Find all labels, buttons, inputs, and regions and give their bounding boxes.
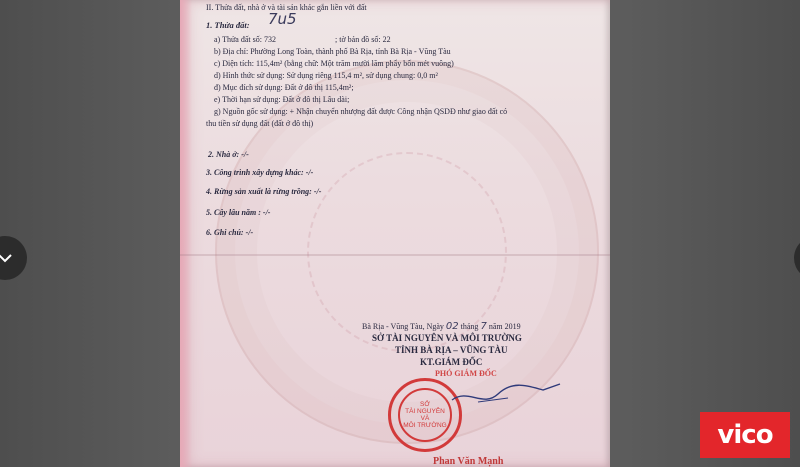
issuing-department: SỞ TÀI NGUYÊN VÀ MÔI TRƯỜNG <box>372 333 522 343</box>
land-origin-cont: thu tiền sử dụng đất (đất ở đô thị) <box>206 119 314 128</box>
land-origin: g) Nguồn gốc sử dụng: + Nhận chuyển nhượng đất được Công nhận QSDĐ như giao đất có <box>214 107 508 116</box>
item-value: -/- <box>245 228 254 237</box>
item-value: -/- <box>241 150 249 159</box>
date-prefix: Bà Rịa - Vũng Tàu, Ngày <box>362 322 444 331</box>
previous-image-button[interactable] <box>0 236 27 280</box>
issue-date <box>362 321 521 332</box>
item-label: 3. Công trình xây dựng khác: <box>206 168 304 177</box>
item-notes <box>206 228 253 237</box>
land-address: b) Địa chỉ: Phường Long Toàn, thành phố Bà Rịa, tỉnh Bà Rịa - Vũng Tàu <box>214 47 451 56</box>
land-area: c) Diện tích: 115,4m² (bằng chữ: Một trăm mười lăm phẩy bốn mét vuông) <box>214 59 454 68</box>
item-value: -/- <box>305 168 314 177</box>
item-house <box>208 150 249 159</box>
handwritten-note: 7u5 <box>268 10 297 28</box>
land-certificate-page <box>180 0 610 467</box>
signer-name: Phan Văn Mạnh <box>433 456 504 467</box>
date-month-word: tháng <box>460 322 479 331</box>
logo-text: vico <box>717 420 773 450</box>
date-day: 02 <box>445 321 459 332</box>
signer-role: KT.GIÁM ĐỐC <box>420 357 483 367</box>
item-label: 5. Cây lâu năm : <box>206 208 261 217</box>
item-value: -/- <box>313 187 322 196</box>
land-usage-form: d) Hình thức sử dụng: Sử dụng riêng 115,4 m², sử dụng chung: 0,0 m² <box>214 71 438 80</box>
issuing-province: TỈNH BÀ RỊA – VŨNG TÀU <box>395 345 508 355</box>
item-value: -/- <box>262 208 271 217</box>
item-perennial-trees <box>206 208 270 217</box>
item-label: 6. Ghi chú: <box>206 228 244 237</box>
land-parcel-number: a) Thửa đất số: 732 <box>214 35 276 44</box>
seal-inner: SỞ TÀI NGUYÊN VÀ MÔI TRƯỜNG <box>398 388 452 442</box>
date-year: năm 2019 <box>488 322 521 331</box>
page-fold <box>180 254 610 256</box>
signature-mark <box>448 378 568 418</box>
land-term: e) Thời hạn sử dụng: Đất ở đô thị Lâu dài; <box>214 95 350 104</box>
vico-logo <box>700 412 790 458</box>
item-other-construction <box>206 168 313 177</box>
signer-title: PHÓ GIÁM ĐỐC <box>435 369 497 378</box>
land-map-sheet: ; tờ bản đồ số: 22 <box>335 35 391 44</box>
item-production-forest <box>206 187 321 196</box>
next-image-button[interactable] <box>794 236 800 280</box>
chevron-down-icon <box>0 249 14 267</box>
land-purpose: đ) Mục đích sử dụng: Đất ở đô thị 115,4m²; <box>214 83 354 92</box>
item-label: 2. Nhà ở: <box>208 150 240 159</box>
page-edge <box>180 0 192 467</box>
land-heading: 1. Thửa đất: <box>206 20 250 30</box>
date-month: 7 <box>480 321 487 332</box>
item-label: 4. Rừng sản xuất là rừng trồng: <box>206 187 312 196</box>
section-title: II. Thửa đất, nhà ở và tài sản khác gắn liền với đất <box>206 3 367 12</box>
